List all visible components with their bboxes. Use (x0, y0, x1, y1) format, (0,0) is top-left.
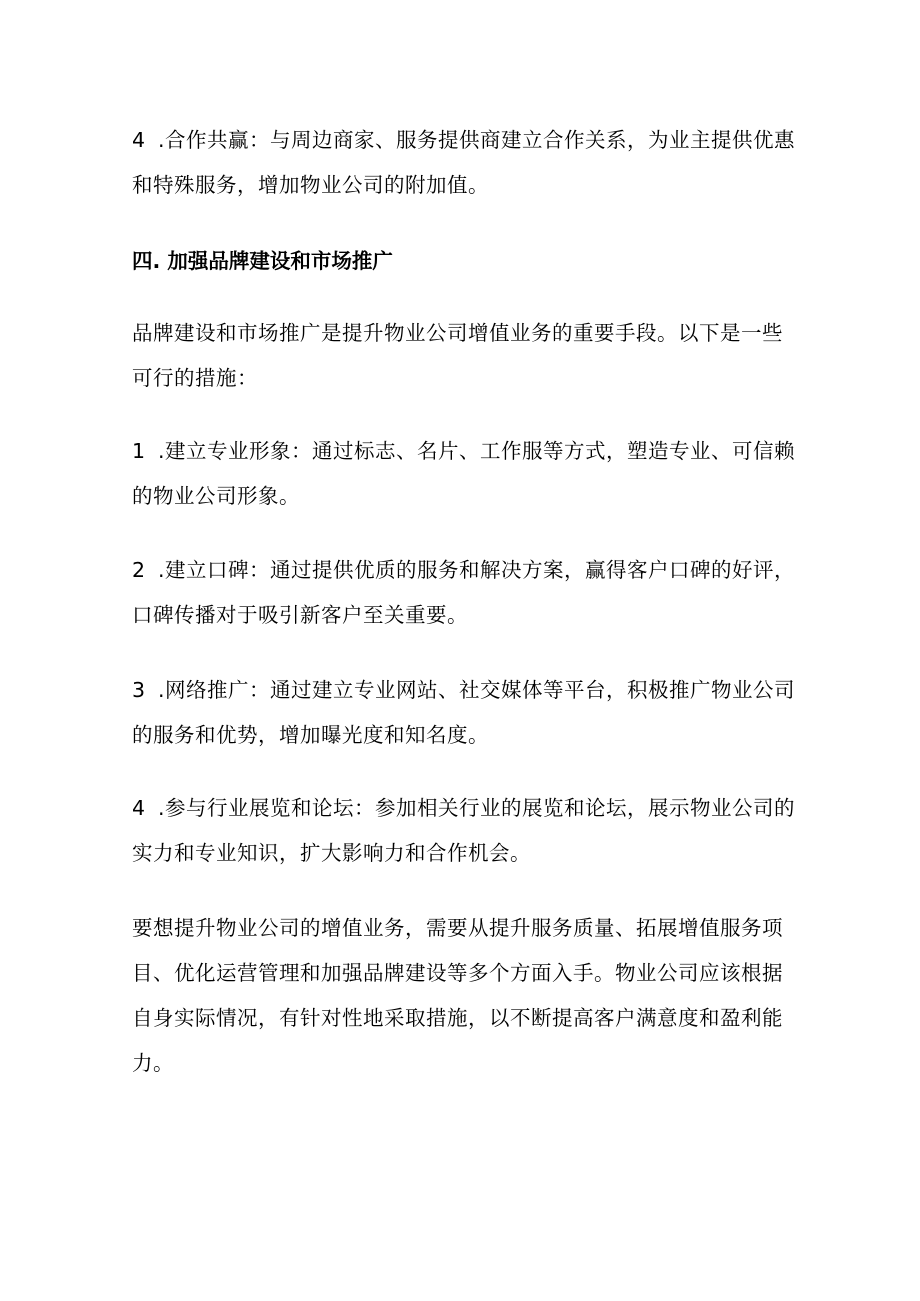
list-item-cooperation (132, 118, 802, 208)
list-item (132, 786, 802, 876)
list-item-text: .网络推广：通过建立专业网站、社交媒体等平台，积极推广物业公司的服务和优势，增加曝光度和知名度。 (132, 678, 796, 747)
list-item-number: 4 (132, 128, 146, 152)
list-item-text: .合作共赢：与周边商家、服务提供商建立合作关系，为业主提供优惠和特殊服务，增加物业公司的附加值。 (132, 128, 796, 197)
intro-paragraph: 品牌建设和市场推广是提升物业公司增值业务的重要手段。以下是一些可行的措施： (132, 321, 783, 390)
list-item (132, 548, 802, 638)
list-item-text: .建立专业形象：通过标志、名片、工作服等方式，塑造专业、可信赖的物业公司形象。 (132, 439, 796, 508)
list-item-text: .参与行业展览和论坛：参加相关行业的展览和论坛，展示物业公司的实力和专业知识，扩大影响力和合作机会。 (132, 796, 796, 865)
conclusion-paragraph: 要想提升物业公司的增值业务，需要从提升服务质量、拓展增值服务项目、优化运营管理和加强品牌建设等多个方面入手。物业公司应该根据自身实际情况，有针对性地采取措施，以不断提高客户满意度和盈利能力。 (132, 916, 783, 1075)
list-item-text: .建立口碑：通过提供优质的服务和解决方案，赢得客户口碑的好评，口碑传播对于吸引新客户至关重要。 (132, 558, 796, 627)
list-item (132, 668, 802, 758)
section-heading: 四. 加强品牌建设和市场推广 (132, 249, 393, 273)
list-item-number: 1 (132, 439, 146, 463)
list-item-number: 3 (132, 678, 146, 702)
list-item (132, 429, 802, 519)
list-item-number: 4 (132, 796, 146, 820)
list-item-number: 2 (132, 558, 146, 582)
